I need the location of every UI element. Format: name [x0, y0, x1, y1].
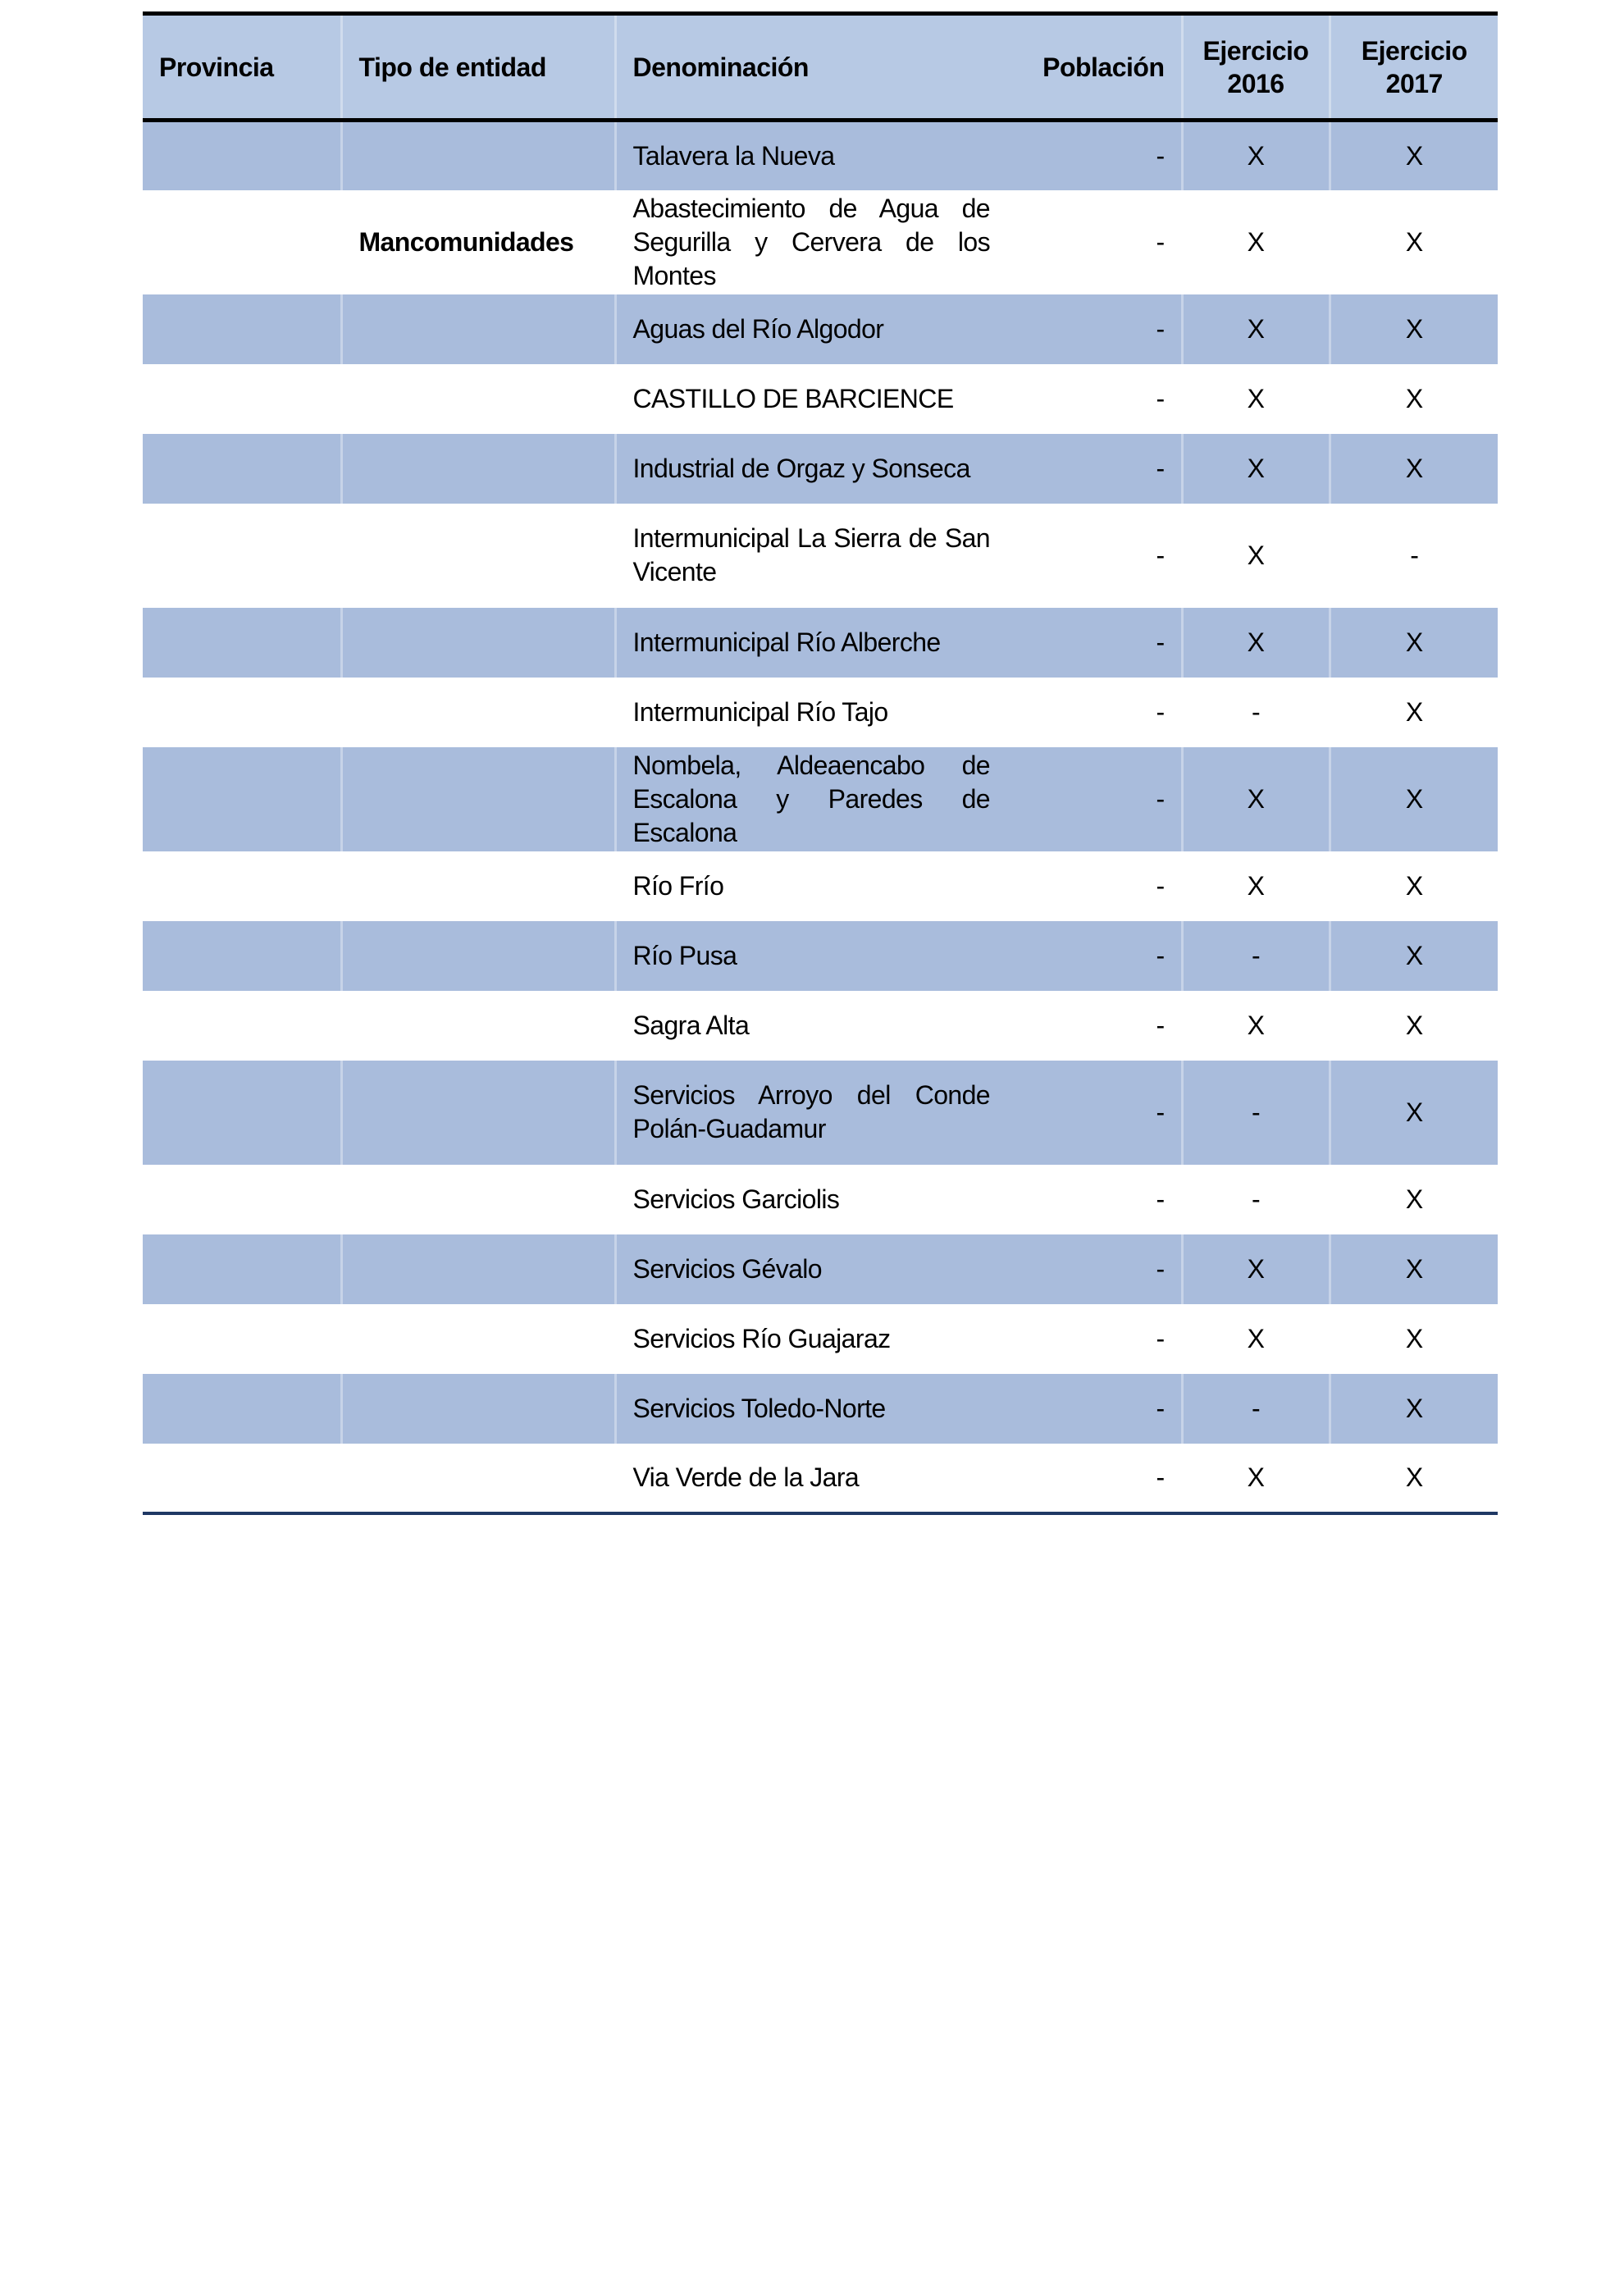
- cell-poblacion: -: [1006, 364, 1182, 434]
- cell-tipo-de-entidad: [341, 1061, 615, 1165]
- table-header: [143, 14, 1498, 121]
- cell-ejercicio-2016: X: [1182, 747, 1330, 851]
- cell-denominacion: Servicios Gévalo: [632, 1253, 822, 1284]
- cell-ejercicio-2016: -: [1182, 921, 1330, 991]
- cell-ejercicio-2017: X: [1405, 226, 1423, 257]
- cell-poblacion: -: [1006, 504, 1182, 608]
- cell-provincia: [143, 434, 341, 504]
- cell-denominacion: Servicios Garciolis: [632, 1184, 840, 1214]
- cell-ejercicio-2016: -: [1182, 1165, 1330, 1234]
- header-ejercicio-2017-line1: Ejercicio: [1361, 35, 1467, 66]
- cell-tipo-de-entidad: [341, 1234, 615, 1304]
- cell-ejercicio-2017: X: [1405, 313, 1423, 344]
- table-row: [143, 678, 1498, 747]
- table-row: [143, 1234, 1498, 1304]
- cell-ejercicio-2017: -: [1410, 540, 1419, 570]
- header-row: [143, 14, 1498, 121]
- cell-poblacion: -: [1006, 851, 1182, 921]
- cell-denominacion: Intermunicipal Río Alberche: [632, 627, 941, 657]
- cell-ejercicio-2016: X: [1182, 851, 1330, 921]
- cell-poblacion: -: [1006, 991, 1182, 1061]
- cell-tipo-de-entidad: [341, 921, 615, 991]
- cell-provincia: [143, 678, 341, 747]
- cell-ejercicio-2016: X: [1182, 190, 1330, 294]
- cell-provincia: [143, 294, 341, 364]
- table-row: [143, 504, 1498, 608]
- cell-ejercicio-2016: -: [1182, 678, 1330, 747]
- table-row: [143, 1374, 1498, 1444]
- table-row: [143, 121, 1498, 190]
- cell-provincia: [143, 921, 341, 991]
- cell-ejercicio-2016: X: [1182, 1234, 1330, 1304]
- table-row: [143, 434, 1498, 504]
- cell-denominacion: Via Verde de la Jara: [615, 1444, 1006, 1513]
- cell-ejercicio-2017: X: [1405, 870, 1423, 901]
- cell-denominacion: Nombela, Aldeaencabo de Escalona y Paredes de Escalona: [632, 750, 990, 847]
- cell-tipo-de-entidad: [341, 678, 615, 747]
- cell-ejercicio-2017: X: [1405, 1393, 1423, 1423]
- table-row: [143, 851, 1498, 921]
- table-row: [143, 747, 1498, 851]
- header-ejercicio-2016-line1: Ejercicio: [1202, 35, 1309, 66]
- cell-poblacion: -: [1006, 434, 1182, 504]
- cell-ejercicio-2017: X: [1405, 940, 1423, 970]
- cell-ejercicio-2016: X: [1182, 434, 1330, 504]
- cell-provincia: [143, 747, 341, 851]
- cell-poblacion: -: [1006, 1165, 1182, 1234]
- table-row: [143, 1061, 1498, 1165]
- cell-ejercicio-2016: X: [1182, 1444, 1330, 1513]
- cell-provincia: [143, 991, 341, 1061]
- cell-tipo-de-entidad: [341, 1374, 615, 1444]
- cell-ejercicio-2017: X: [1405, 1184, 1423, 1214]
- cell-ejercicio-2017: X: [1405, 1323, 1423, 1353]
- cell-denominacion: Abastecimiento de Agua de Segurilla y Cervera de los Montes: [632, 193, 990, 290]
- cell-tipo-de-entidad: [341, 364, 615, 434]
- cell-denominacion: Servicios Río Guajaraz: [632, 1323, 891, 1353]
- cell-provincia: [143, 1444, 341, 1513]
- cell-provincia: [143, 1165, 341, 1234]
- cell-provincia: [143, 504, 341, 608]
- cell-poblacion: -: [1006, 1061, 1182, 1165]
- header-ejercicio-2016-line2: 2016: [1227, 68, 1284, 98]
- table-row: [143, 991, 1498, 1061]
- cell-provincia: [143, 190, 341, 294]
- cell-tipo-de-entidad: Mancomunidades: [341, 190, 615, 294]
- header-ejercicio-2017-line2: 2017: [1385, 68, 1443, 98]
- cell-tipo-de-entidad: [341, 434, 615, 504]
- cell-ejercicio-2017: X: [1405, 453, 1423, 483]
- header-ejercicio-2017: [1330, 14, 1498, 121]
- header-tipo-de-entidad: Tipo de entidad: [341, 14, 615, 121]
- cell-denominacion: Servicios Arroyo del Conde Polán-Guadamur: [632, 1080, 990, 1143]
- cell-poblacion: -: [1006, 121, 1182, 190]
- cell-provincia: [143, 1374, 341, 1444]
- cell-tipo-de-entidad: [341, 294, 615, 364]
- cell-ejercicio-2017: X: [1405, 140, 1423, 171]
- table-row: [143, 921, 1498, 991]
- cell-ejercicio-2016: X: [1182, 504, 1330, 608]
- cell-ejercicio-2016: X: [1182, 121, 1330, 190]
- table-row: [143, 1165, 1498, 1234]
- cell-poblacion: -: [1006, 921, 1182, 991]
- cell-ejercicio-2016: X: [1182, 1304, 1330, 1374]
- cell-tipo-de-entidad: [341, 851, 615, 921]
- cell-ejercicio-2016: X: [1182, 991, 1330, 1061]
- cell-tipo-de-entidad: [341, 747, 615, 851]
- cell-denominacion: Industrial de Orgaz y Sonseca: [632, 453, 970, 483]
- cell-ejercicio-2016: -: [1182, 1374, 1330, 1444]
- table-row: [143, 1444, 1498, 1513]
- cell-denominacion: CASTILLO DE BARCIENCE: [632, 383, 954, 413]
- cell-poblacion: -: [1006, 747, 1182, 851]
- cell-provincia: [143, 608, 341, 678]
- cell-denominacion: Talavera la Nueva: [632, 140, 835, 171]
- cell-poblacion: -: [1006, 1374, 1182, 1444]
- cell-provincia: [143, 364, 341, 434]
- cell-denominacion: Sagra Alta: [632, 1010, 750, 1040]
- cell-ejercicio-2016: -: [1182, 1061, 1330, 1165]
- cell-ejercicio-2017: X: [1405, 1253, 1423, 1284]
- cell-provincia: [143, 851, 341, 921]
- cell-ejercicio-2017: X: [1405, 783, 1423, 814]
- header-provincia: Provincia: [143, 14, 341, 121]
- cell-denominacion: Servicios Toledo-Norte: [632, 1393, 886, 1423]
- cell-poblacion: -: [1006, 190, 1182, 294]
- cell-ejercicio-2016: X: [1182, 364, 1330, 434]
- cell-ejercicio-2017: X: [1405, 383, 1423, 413]
- cell-tipo-de-entidad: [341, 504, 615, 608]
- cell-provincia: [143, 1061, 341, 1165]
- cell-tipo-de-entidad: [341, 1165, 615, 1234]
- cell-denominacion: Intermunicipal La Sierra de San Vicente: [632, 523, 990, 586]
- cell-tipo-de-entidad: [341, 121, 615, 190]
- cell-poblacion: -: [1006, 1234, 1182, 1304]
- entities-table: [143, 11, 1498, 1515]
- cell-ejercicio-2017: X: [1330, 1444, 1498, 1513]
- cell-tipo-de-entidad: [341, 1304, 615, 1374]
- header-poblacion: Población: [1006, 14, 1182, 121]
- cell-poblacion: -: [1006, 1304, 1182, 1374]
- cell-provincia: [143, 1234, 341, 1304]
- table-row: [143, 190, 1498, 294]
- table-body: [143, 121, 1498, 1513]
- cell-provincia: [143, 1304, 341, 1374]
- table-row: [143, 294, 1498, 364]
- header-denominacion: Denominación: [615, 14, 1006, 121]
- cell-denominacion: Intermunicipal Río Tajo: [632, 696, 888, 727]
- cell-poblacion: -: [1006, 1444, 1182, 1513]
- cell-poblacion: -: [1006, 608, 1182, 678]
- cell-denominacion: Río Pusa: [632, 940, 737, 970]
- header-ejercicio-2016: [1182, 14, 1330, 121]
- cell-denominacion: Aguas del Río Algodor: [632, 313, 884, 344]
- cell-ejercicio-2016: X: [1182, 294, 1330, 364]
- cell-ejercicio-2017: X: [1405, 1010, 1423, 1040]
- cell-poblacion: -: [1006, 678, 1182, 747]
- table-row: [143, 364, 1498, 434]
- cell-ejercicio-2017: X: [1405, 627, 1423, 657]
- cell-provincia: [143, 121, 341, 190]
- table-row: [143, 1304, 1498, 1374]
- cell-poblacion: -: [1006, 294, 1182, 364]
- table-row: [143, 608, 1498, 678]
- cell-ejercicio-2017: X: [1405, 1097, 1423, 1127]
- cell-ejercicio-2016: X: [1182, 608, 1330, 678]
- entities-table-container: [143, 11, 1498, 1515]
- cell-tipo-de-entidad: [341, 1444, 615, 1513]
- cell-tipo-de-entidad: [341, 608, 615, 678]
- cell-tipo-de-entidad: [341, 991, 615, 1061]
- cell-ejercicio-2017: X: [1405, 696, 1423, 727]
- cell-denominacion: Río Frío: [632, 870, 724, 901]
